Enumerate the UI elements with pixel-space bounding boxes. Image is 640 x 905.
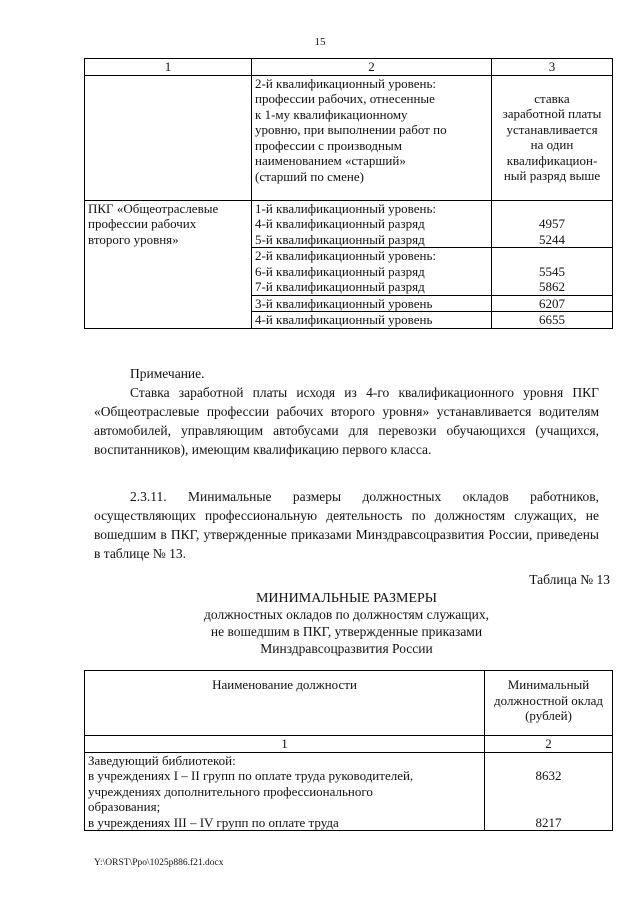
cell-line: устанавливается	[506, 121, 598, 137]
cell-line: профессии рабочих	[88, 216, 197, 231]
salary-value: 4957	[539, 216, 565, 231]
cell-line: (рублей)	[525, 708, 572, 723]
level-description	[252, 75, 492, 200]
note-title: Примечание.	[130, 366, 205, 381]
cell-line: учреждениях дополнительного профессионального	[88, 783, 373, 799]
salary-value: 5244	[539, 231, 565, 247]
cell-line: 2-й квалификационный уровень:	[255, 75, 437, 91]
col-header: Наименование должности	[85, 671, 485, 736]
page-number: 15	[314, 36, 326, 48]
salary-value: 6655	[492, 312, 613, 329]
salary-value: 6207	[492, 295, 613, 312]
level-cell	[252, 200, 492, 248]
grade-name: 6-й квалификационный разряд	[255, 263, 425, 279]
table-row	[85, 200, 613, 248]
cell-line: (старший по смене)	[255, 168, 364, 184]
cell-line: заработной платы	[502, 106, 602, 121]
table-header-row	[85, 59, 613, 76]
cell-line: должностной оклад	[494, 692, 603, 708]
grade-name: 4-й квалификационный разряд	[255, 216, 425, 231]
salary-cell	[485, 752, 613, 831]
col-header	[485, 671, 613, 736]
cell-line: профессии рабочих, отнесенные	[255, 91, 435, 106]
grade-name: 5-й квалификационный разряд	[255, 231, 425, 247]
cell-line: Заведующий библиотекой:	[88, 752, 236, 768]
salary-cell	[492, 248, 613, 296]
heading-subtitle: не вошедшим в ПКГ, утвержденные приказами	[210, 624, 483, 639]
heading-title: МИНИМАЛЬНЫЕ РАЗМЕРЫ	[255, 591, 437, 606]
pkg-group-name	[85, 200, 252, 328]
table-label: Таблица № 13	[529, 572, 610, 587]
clause-text: 2.3.11. Минимальные размеры должностных окладов работников, осуществляющих профессиональную деятельность по должностям служащих, не вошедшим в ПКГ, утвержденные приказами Минздравсоцразвития России, приведены в таблице № 13.	[94, 489, 599, 561]
level-title: 1-й квалификационный уровень:	[255, 200, 437, 216]
table-row	[85, 752, 613, 831]
col-header: 2	[252, 59, 492, 76]
cell-line: на один	[530, 137, 574, 152]
note-text: Ставка заработной платы исходя из 4-го квалификационного уровня ПКГ «Общеотраслевые профессии рабочих второго уровня» устанавливается водителям автомобилей, управляющим автобусами для перевозки обучающихся (учащихся, воспитанников), имеющим квалификацию первого класса.	[94, 385, 599, 457]
salary-value: 5862	[539, 279, 565, 294]
cell-line: наименованием «старший»	[255, 153, 406, 168]
level-cell	[252, 248, 492, 296]
position-name	[85, 752, 485, 831]
cell-line: второго уровня»	[88, 231, 179, 247]
col-header: 1	[85, 59, 252, 76]
cell-line: ставка	[534, 90, 570, 106]
level-cell: 3-й квалификационный уровень	[252, 295, 492, 312]
table-row	[85, 75, 613, 200]
cell-line: профессии с производным	[255, 137, 402, 153]
grade-name: 7-й квалификационный разряд	[255, 279, 425, 294]
heading-subtitle: должностных окладов по должностям служащих,	[204, 607, 489, 622]
heading-subtitle: Минздравсоцразвития России	[260, 641, 433, 656]
salary-value: 8632	[535, 768, 562, 783]
pkg-table	[84, 58, 613, 329]
salary-cell	[492, 200, 613, 248]
cell-line: ПКГ «Общеотраслевые	[88, 200, 219, 216]
level-title: 2-й квалификационный уровень:	[255, 248, 437, 263]
empty-cell	[85, 75, 252, 200]
rate-note	[492, 75, 613, 200]
cell-line: в учреждениях III – IV групп по оплате труда	[88, 814, 339, 830]
col-number: 1	[85, 736, 485, 753]
col-header: 3	[492, 59, 613, 76]
salary-value: 5545	[539, 263, 565, 279]
footer-file-path: Y:\ORST\Ppo\1025p886.f21.docx	[94, 858, 224, 868]
positions-table	[84, 670, 613, 831]
col-number: 2	[485, 736, 613, 753]
cell-line: ный разряд выше	[503, 168, 601, 183]
salary-value: 8217	[535, 814, 562, 830]
cell-line: в учреждениях I – II групп по оплате труда руководителей,	[88, 768, 414, 783]
table-row	[85, 736, 613, 753]
cell-line: образования;	[88, 799, 161, 814]
cell-line: Минимальный	[507, 677, 590, 692]
level-cell: 4-й квалификационный уровень	[252, 312, 492, 329]
table-header-row	[85, 671, 613, 736]
cell-line: к 1-му квалификационному	[255, 106, 408, 122]
cell-line: уровню, при выполнении работ по	[255, 122, 447, 137]
cell-line: квалификацион-	[506, 152, 598, 168]
